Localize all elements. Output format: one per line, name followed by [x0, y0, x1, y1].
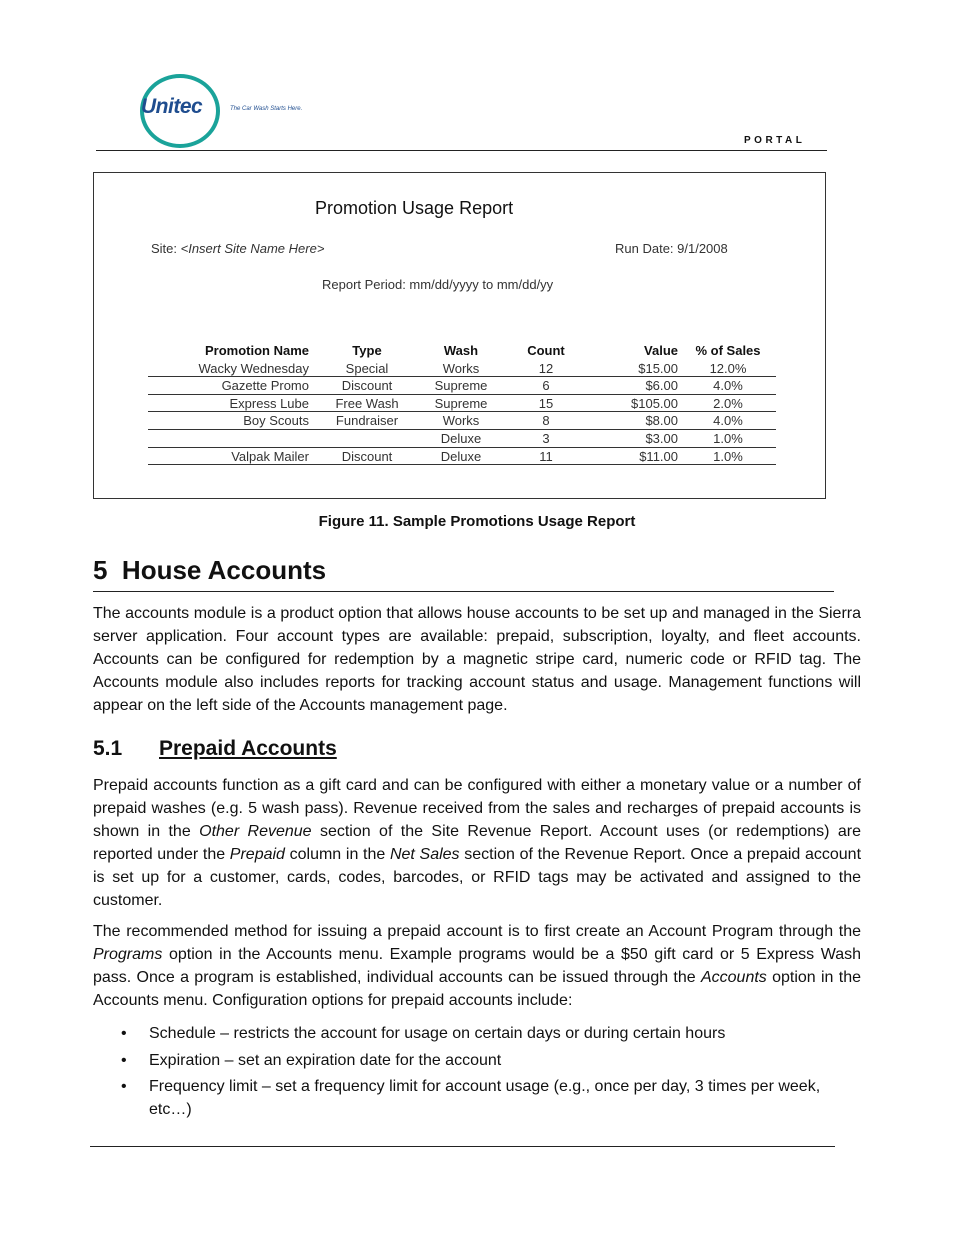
section-label: PORTAL: [744, 135, 806, 146]
cell-count: 11: [539, 448, 553, 464]
cell-count: 15: [538, 395, 554, 411]
logo-tagline: The Car Wash Starts Here.: [230, 106, 303, 112]
subsection-title: Prepaid Accounts: [159, 737, 337, 760]
cell-type: Free Wash: [335, 395, 399, 411]
table-row: [148, 360, 776, 378]
figure-caption: Figure 11. Sample Promotions Usage Report: [318, 513, 636, 530]
cell-value: $105.00: [631, 395, 678, 411]
cell-pct: 2.0%: [713, 395, 743, 411]
cell-pct: 12.0%: [709, 360, 747, 376]
list-item: [93, 1022, 861, 1045]
col-header-count: Count: [527, 343, 565, 358]
text-run: option in the Accounts menu. Configuration options for prepaid accounts include:: [93, 969, 862, 1009]
text-run: section of the Site Revenue Report. Account uses (or redemptions) are reported under the: [93, 823, 862, 863]
list-item-text: Schedule – restricts the account for usage on certain days or during certain hours: [149, 1025, 726, 1042]
cell-pct: 4.0%: [713, 378, 743, 394]
section-number: 5: [93, 555, 108, 585]
footer-divider: [90, 1146, 835, 1147]
list-item: [93, 1049, 861, 1072]
cell-wash: Supreme: [434, 395, 488, 411]
cell-name: Express Lube: [229, 395, 309, 411]
text-run: The recommended method for issuing a prepaid account is to first create an Account Program through the: [93, 923, 861, 940]
list-item: [93, 1075, 861, 1121]
col-header-promotion: Promotion Name: [204, 343, 309, 358]
cell-count: 3: [542, 430, 550, 446]
cell-type: Discount: [341, 378, 393, 394]
report-run-date: Run Date: 9/1/2008: [615, 241, 728, 256]
text-run: option in the Accounts menu. Example programs would be a $50 gift card or 5 Express Wash pass. Once a program is established, individual accounts can be issued through the: [93, 946, 861, 986]
report-table-header: [148, 342, 776, 360]
text-run: column in the: [284, 846, 390, 863]
col-header-value: Value: [644, 343, 678, 358]
cell-type: Special: [345, 360, 389, 376]
col-header-wash: Wash: [443, 343, 479, 358]
cell-value: $11.00: [639, 448, 678, 464]
cell-pct: 1.0%: [713, 430, 743, 446]
logo: Unitec: [141, 95, 203, 118]
bullet-icon: •: [121, 1078, 127, 1095]
header-divider: [96, 150, 827, 151]
section-divider: [93, 591, 834, 592]
cell-count: 6: [542, 378, 550, 394]
list-item-text: Expiration – set an expiration date for the account: [149, 1051, 502, 1069]
cell-wash: Works: [442, 413, 480, 429]
table-row: [148, 448, 776, 466]
cell-wash: Deluxe: [440, 448, 482, 464]
report-site-value: <Insert Site Name Here>: [180, 241, 325, 256]
cell-count: 8: [542, 413, 550, 429]
report-title: Promotion Usage Report: [315, 198, 514, 218]
table-row: [148, 412, 776, 430]
cell-wash: Deluxe: [440, 430, 482, 446]
table-row: [148, 395, 776, 413]
subsection-number: 5.1: [93, 737, 123, 760]
cell-pct: 1.0%: [713, 448, 743, 464]
bullet-icon: •: [121, 1025, 127, 1042]
cell-name: Valpak Mailer: [231, 448, 309, 464]
section-intro-paragraph: The accounts module is a product option that allows house accounts to be set up and managed in the Sierra server application. Four account types are available: prepaid, subscription, loyalty, and fleet accounts. Accounts can be configured for redemption by a magnetic stripe card, numeric code or RFID tag. The Accounts module also includes reports for tracking account status and usage. Management functions will appear on the left side of the Accounts management page.: [93, 605, 861, 714]
col-header-pct: % of Sales: [695, 343, 761, 358]
cell-name: Boy Scouts: [243, 413, 309, 429]
cell-pct: 4.0%: [713, 413, 743, 429]
cell-count: 12: [538, 360, 554, 376]
cell-wash: Works: [442, 360, 480, 376]
text-run-italic: Accounts: [700, 969, 767, 986]
table-row: [148, 377, 776, 395]
cell-value: $3.00: [645, 430, 678, 446]
text-run: Prepaid accounts function as a gift card and can be configured with either a monetary value or a number of prepaid washes (e.g. 5 wash pass). Revenue received from the sales and recharges of prepaid accounts is shown in the: [93, 777, 861, 840]
prepaid-paragraph-1: [93, 774, 861, 912]
cell-name: Gazette Promo: [221, 378, 309, 394]
list-item-text: Frequency limit – set a frequency limit for account usage (e.g., once per day, 3 times per week, etc…): [149, 1078, 821, 1118]
row-divider: [148, 464, 776, 465]
cell-type: Fundraiser: [335, 413, 399, 429]
text-run-italic: Programs: [93, 946, 163, 963]
col-header-type: Type: [352, 343, 382, 358]
text-run-italic: Other Revenue: [199, 823, 312, 840]
table-row: [148, 430, 776, 448]
config-options-list: [93, 1022, 861, 1125]
prepaid-paragraph-2: [93, 920, 861, 1012]
cell-type: Discount: [341, 448, 393, 464]
section-heading: [93, 555, 326, 586]
cell-name: Wacky Wednesday: [198, 360, 309, 376]
cell-value: $15.00: [638, 360, 678, 376]
text-run-italic: Prepaid: [229, 846, 285, 863]
cell-value: $6.00: [645, 378, 678, 394]
report-period: Report Period: mm/dd/yyyy to mm/dd/yy: [322, 277, 554, 292]
report-table: [148, 342, 776, 465]
cell-wash: Supreme: [434, 378, 488, 394]
section-title: House Accounts: [121, 555, 327, 585]
bullet-icon: •: [121, 1051, 127, 1069]
report-site-label: Site:: [151, 241, 181, 256]
text-run: section of the Revenue Report. Once a prepaid account is set up for a customer, cards, codes, barcodes, or RFID tags may be activated and assigned to the customer.: [93, 846, 862, 909]
report-site: [151, 241, 324, 256]
text-run-italic: Net Sales: [389, 846, 460, 863]
cell-value: $8.00: [645, 413, 678, 429]
